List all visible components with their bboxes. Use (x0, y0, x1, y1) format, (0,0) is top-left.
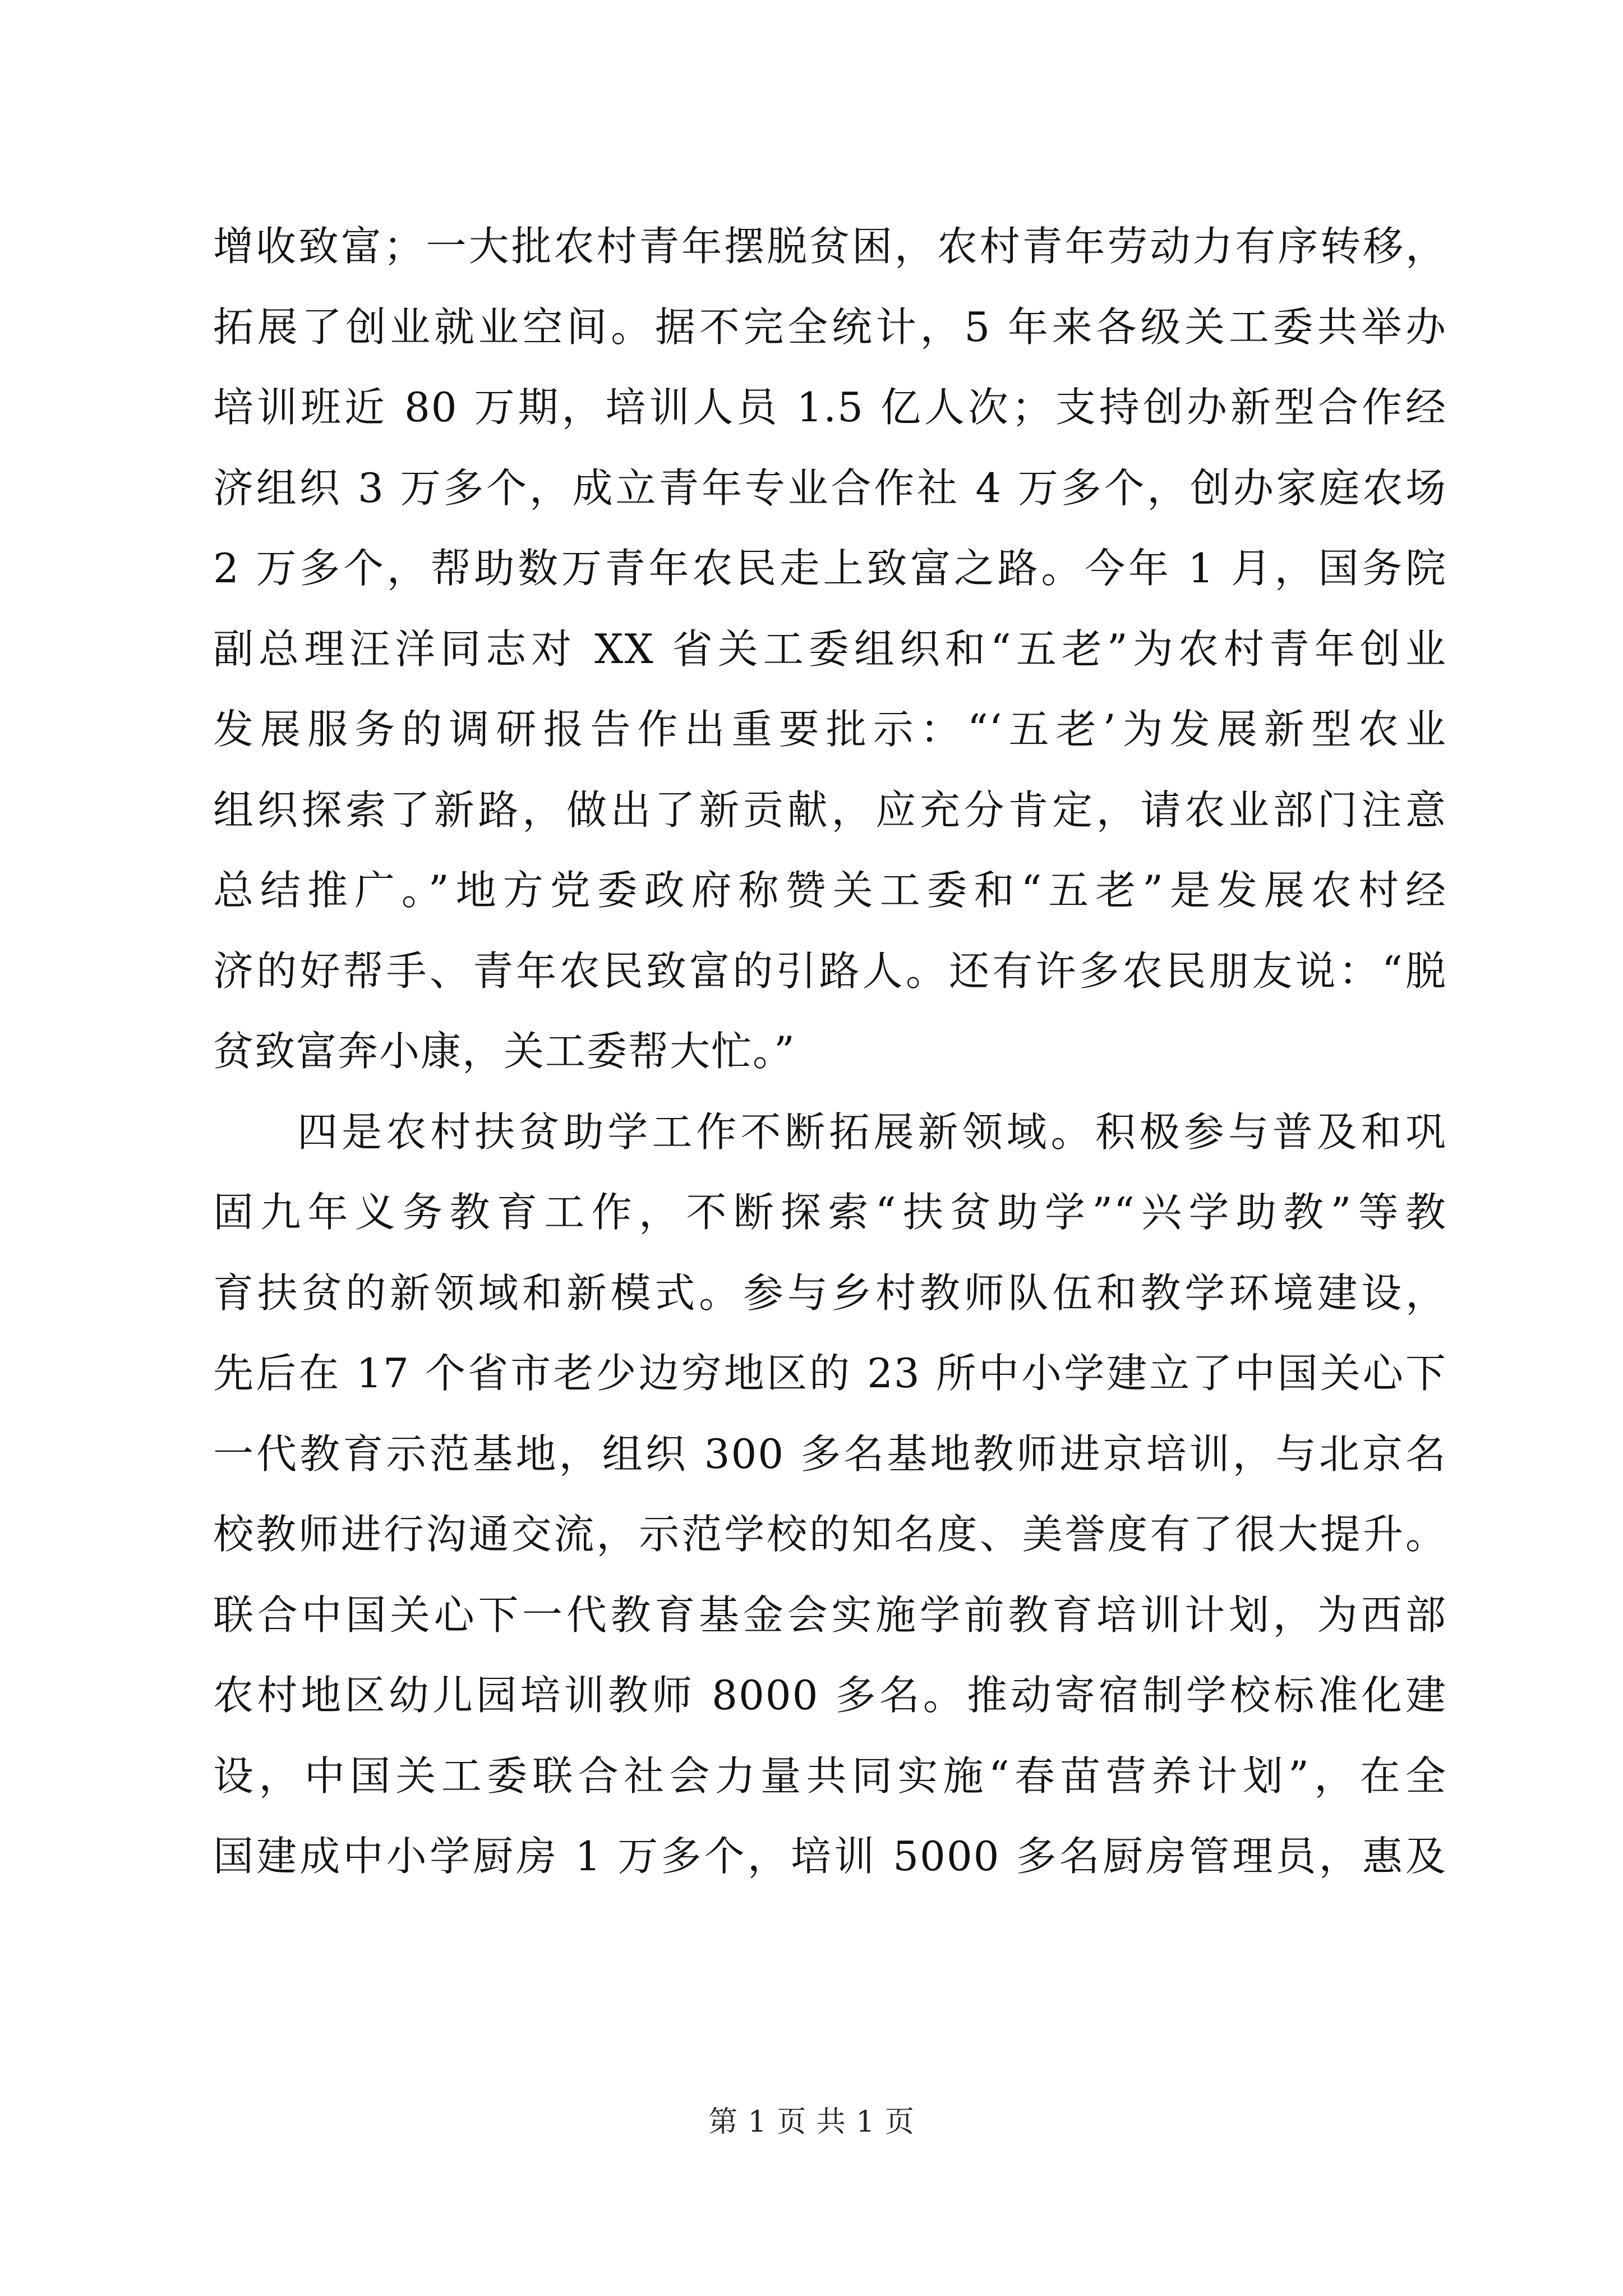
text-line: 四是农村扶贫助学工作不断拓展新领域。积极参与普及和巩 (297, 1108, 1447, 1156)
text-line: 2 万多个，帮助数万青年农民走上致富之路。今年 1 月，国务院 (213, 545, 1447, 592)
text-line: 先后在 17 个省市老少边穷地区的 23 所中小学建立了中国关心下 (213, 1350, 1447, 1397)
text-line: 副总理汪洋同志对 XX 省关工委组织和“五老”为农村青年创业 (213, 625, 1447, 673)
text-line: 农村地区幼儿园培训教师 8000 多名。推动寄宿制学校标准化建 (213, 1672, 1447, 1719)
text-line: 联合中国关心下一代教育基金会实施学前教育培训计划，为西部 (213, 1591, 1447, 1639)
text-line: 设，中国关工委联合社会力量共同实施“春苗营养计划”，在全 (213, 1752, 1447, 1800)
page-footer: 第 1 页 共 1 页 (708, 2105, 915, 2139)
text-line: 一代教育示范基地，组织 300 多名基地教师进京培训，与北京名 (213, 1430, 1447, 1478)
text-line: 总结推广。”地方党委政府称赞关工委和“五老”是发展农村经 (213, 867, 1447, 914)
paragraph-2 (213, 1092, 1447, 1897)
text-line: 增收致富；一大批农村青年摆脱贫困，农村青年劳动力有序转移， (213, 223, 1447, 270)
text-line: 校教师进行沟通交流，示范学校的知名度、美誉度有了很大提升。 (213, 1511, 1447, 1558)
paragraph-1 (213, 206, 1447, 1092)
text-line: 固九年义务教育工作，不断探索“扶贫助学”“兴学助教”等教 (213, 1189, 1447, 1236)
text-line: 国建成中小学厨房 1 万多个，培训 5000 多名厨房管理员，惠及 (213, 1833, 1447, 1880)
text-line: 培训班近 80 万期，培训人员 1.5 亿人次；支持创办新型合作经 (213, 384, 1447, 431)
text-line: 组织探索了新路，做出了新贡献，应充分肯定，请农业部门注意 (213, 786, 1447, 834)
text-line: 济组织 3 万多个，成立青年专业合作社 4 万多个，创办家庭农场 (213, 464, 1447, 512)
text-line: 拓展了创业就业空间。据不完全统计，5 年来各级关工委共举办 (213, 303, 1447, 351)
text-line: 济的好帮手、青年农民致富的引路人。还有许多农民朋友说：“脱 (213, 947, 1447, 995)
body-text (213, 206, 1447, 1897)
text-line: 育扶贫的新领域和新模式。参与乡村教师队伍和教学环境建设， (213, 1269, 1447, 1317)
text-line: 贫致富奔小康，关工委帮大忙。” (213, 1028, 796, 1075)
text-line: 发展服务的调研报告作出重要批示：“‘五老’为发展新型农业 (213, 706, 1447, 753)
